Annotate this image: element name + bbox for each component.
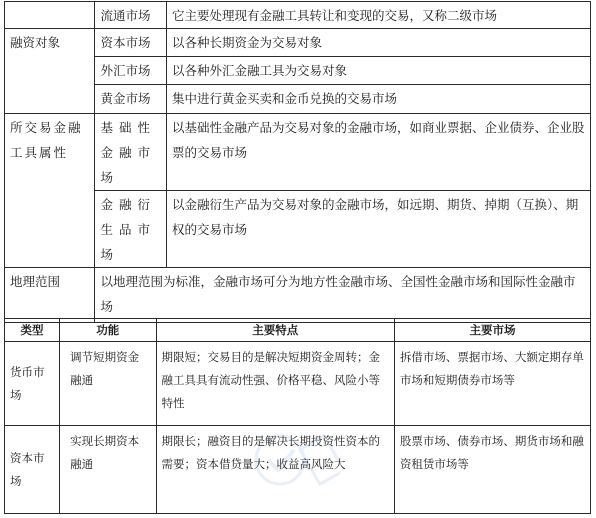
category-cell: [5, 57, 95, 85]
desc-cell: 以基础性金融产品为交易对象的金融市场，如商业票据、企业债券、企业股票的交易市场: [167, 114, 591, 191]
markets-cell: 股票市场、债券市场、期货市场和融资租赁市场等: [394, 426, 590, 514]
sub-cell: 资本市场: [95, 29, 167, 57]
market-classification-table: [4, 1, 591, 323]
category-cell: 所交易金融工具属性: [5, 114, 95, 191]
type-cell: 货币市场: [5, 342, 60, 426]
sub-cell: 流通市场: [95, 2, 167, 29]
market-comparison-table: [4, 318, 591, 514]
header-row: [5, 319, 591, 342]
desc-cell: 以地理范围为标准，金融市场可分为地方性金融市场、全国性金融市场和国际性金融市场: [95, 268, 591, 323]
header-markets: 主要市场: [394, 319, 590, 342]
sub-cell: 金融衍生品市场: [95, 191, 167, 268]
table-row: [5, 342, 591, 426]
desc-cell: 它主要处理现有金融工具转让和变现的交易，又称二级市场: [167, 2, 591, 29]
table-row: [5, 29, 591, 57]
category-cell: 地理范围: [5, 268, 95, 323]
sub-cell: 基础性金融市场: [95, 114, 167, 191]
function-cell: 调节短期资金融通: [60, 342, 156, 426]
table-row: [5, 426, 591, 514]
features-cell: 期限长；融资目的是解决长期投资性资本的需要；资本借贷量大；收益高风险大: [156, 426, 394, 514]
header-function: 功能: [60, 319, 156, 342]
desc-cell: 以金融衍生产品为交易对象的金融市场，如远期、期货、掉期（互换）、期权的交易市场: [167, 191, 591, 268]
table-row: [5, 191, 591, 268]
header-type: 类型: [5, 319, 60, 342]
type-cell: 资本市场: [5, 426, 60, 514]
features-cell: 期限短；交易目的是解决短期资金周转；金融工具具有流动性强、价格平稳、风险小等特性: [156, 342, 394, 426]
table-row: [5, 57, 591, 85]
function-cell: 实现长期资本融通: [60, 426, 156, 514]
markets-cell: 拆借市场、票据市场、大额定期存单市场和短期债券市场等: [394, 342, 590, 426]
category-cell: [5, 2, 95, 29]
table-row: [5, 268, 591, 323]
category-cell: [5, 85, 95, 114]
sub-cell: 外汇市场: [95, 57, 167, 85]
desc-cell: 集中进行黄金买卖和金币兑换的交易市场: [167, 85, 591, 114]
category-cell: [5, 191, 95, 268]
table-row: [5, 114, 591, 191]
header-features: 主要特点: [156, 319, 394, 342]
sub-cell: 黄金市场: [95, 85, 167, 114]
table-row: [5, 85, 591, 114]
desc-cell: 以各种长期资金为交易对象: [167, 29, 591, 57]
category-cell: 融资对象: [5, 29, 95, 57]
desc-cell: 以各种外汇金融工具为交易对象: [167, 57, 591, 85]
table-row: [5, 2, 591, 29]
